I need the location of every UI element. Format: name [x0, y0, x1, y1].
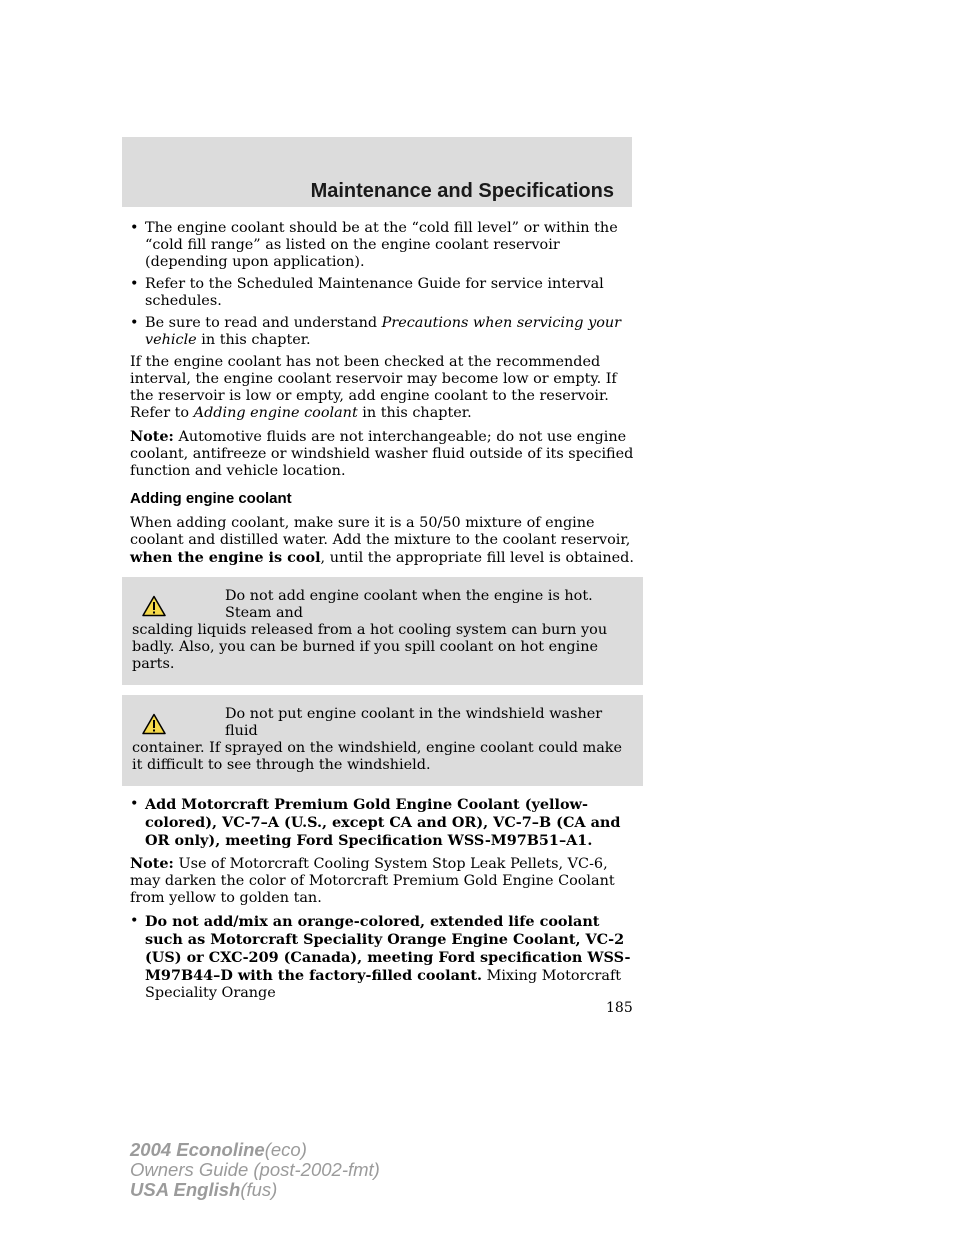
bullet-dot: • [130, 276, 139, 292]
bullet-item [130, 796, 635, 850]
paragraph [130, 515, 635, 567]
page-title: Maintenance and Specifications [310, 180, 614, 202]
warning-box [122, 695, 643, 786]
bullet-dot: • [130, 315, 139, 331]
paragraph [130, 354, 635, 422]
note-label: Note: [130, 428, 174, 445]
bullet-item [130, 276, 635, 310]
warning-text-first: Do not add engine coolant when the engine is hot. Steam and [225, 588, 593, 621]
bullet-dot: • [130, 220, 139, 236]
note-text: Use of Motorcraft Cooling System Stop Leak Pellets, VC-6, may darken the color of Motorcraft Premium Gold Engine Coolant from yellow to golden tan. [130, 856, 615, 906]
note [130, 855, 635, 907]
footer-line-3 [130, 1180, 380, 1200]
bullet-text: Refer to the Scheduled Maintenance Guide for service interval schedules. [145, 276, 604, 309]
header-band [122, 137, 632, 207]
bullet-dot: • [130, 913, 139, 929]
paragraph-trail: in this chapter. [357, 405, 472, 421]
warning-triangle-icon [142, 713, 166, 735]
footer-language-code: (fus) [240, 1179, 278, 1200]
paragraph-text: When adding coolant, make sure it is a 50/50 mixture of engine coolant and distilled water. Add the mixture to the coolant reservoir, [130, 515, 631, 548]
page-content [130, 220, 635, 1007]
note [130, 428, 635, 480]
paragraph-trail: , until the appropriate fill level is obtained. [320, 550, 634, 566]
footer-code: (eco) [264, 1139, 307, 1160]
warning-triangle-icon [142, 595, 166, 617]
bullet-text-bold: Add Motorcraft Premium Gold Engine Coolant (yellow-colored), VC-7–A (U.S., except CA and OR), VC-7–B (CA and OR only), meeting Ford Specification WSS-M97B51–A1. [145, 796, 621, 849]
bullet-text-lead: Be sure to read and understand [145, 315, 382, 331]
bullet-text-bold: Do not add/mix an orange-colored, extended life coolant such as Motorcraft Speciality Orange Engine Coolant, VC-2 (US) or CXC-209 (Canada), meeting Ford specification WSS-M97B44–D with the factory-filled coolant. [145, 913, 631, 984]
footer-line-2: Owners Guide (post-2002-fmt) [130, 1159, 380, 1180]
note-label: Note: [130, 855, 174, 872]
bullet-item [130, 913, 635, 1002]
cross-reference: Precautions when servicing your vehicle [145, 315, 622, 348]
bullet-text-trail: in this chapter. [196, 332, 311, 348]
warning-box [122, 577, 643, 685]
section-heading: Adding engine coolant [130, 490, 292, 507]
cross-reference: Adding engine coolant [193, 405, 358, 421]
warning-text-rest: container. If sprayed on the windshield, engine coolant could make it difficult to see through the windshield. [132, 740, 623, 773]
warning-text-first: Do not put engine coolant in the windshield washer fluid [225, 706, 603, 739]
footer-language: USA English [130, 1179, 241, 1200]
paragraph-text: If the engine coolant has not been checked at the recommended interval, the engine coolant reservoir may become low or empty. If the reservoir is low or empty, add engine coolant to the reservoir. Refer to [130, 354, 617, 421]
document-footer [130, 1140, 380, 1200]
note-text: Automotive fluids are not interchangeable; do not use engine coolant, antifreeze or windshield washer fluid outside of its specified function and vehicle location. [130, 429, 634, 479]
footer-model: 2004 Econoline [130, 1139, 265, 1160]
footer-line-1 [130, 1140, 380, 1160]
bullet-text-trail: Mixing Motorcraft Speciality Orange [145, 968, 622, 1001]
bullet-item [130, 315, 635, 349]
warning-text-rest: scalding liquids released from a hot cooling system can burn you badly. Also, you can be burned if you spill coolant on hot engine parts. [132, 622, 608, 672]
page-number: 185 [606, 1000, 633, 1016]
emphasis: when the engine is cool [130, 549, 321, 566]
bullet-text: The engine coolant should be at the “cold fill level” or within the “cold fill range” as listed on the engine coolant reservoir (depending upon application). [145, 220, 618, 270]
bullet-item [130, 220, 635, 271]
bullet-dot: • [130, 796, 139, 812]
